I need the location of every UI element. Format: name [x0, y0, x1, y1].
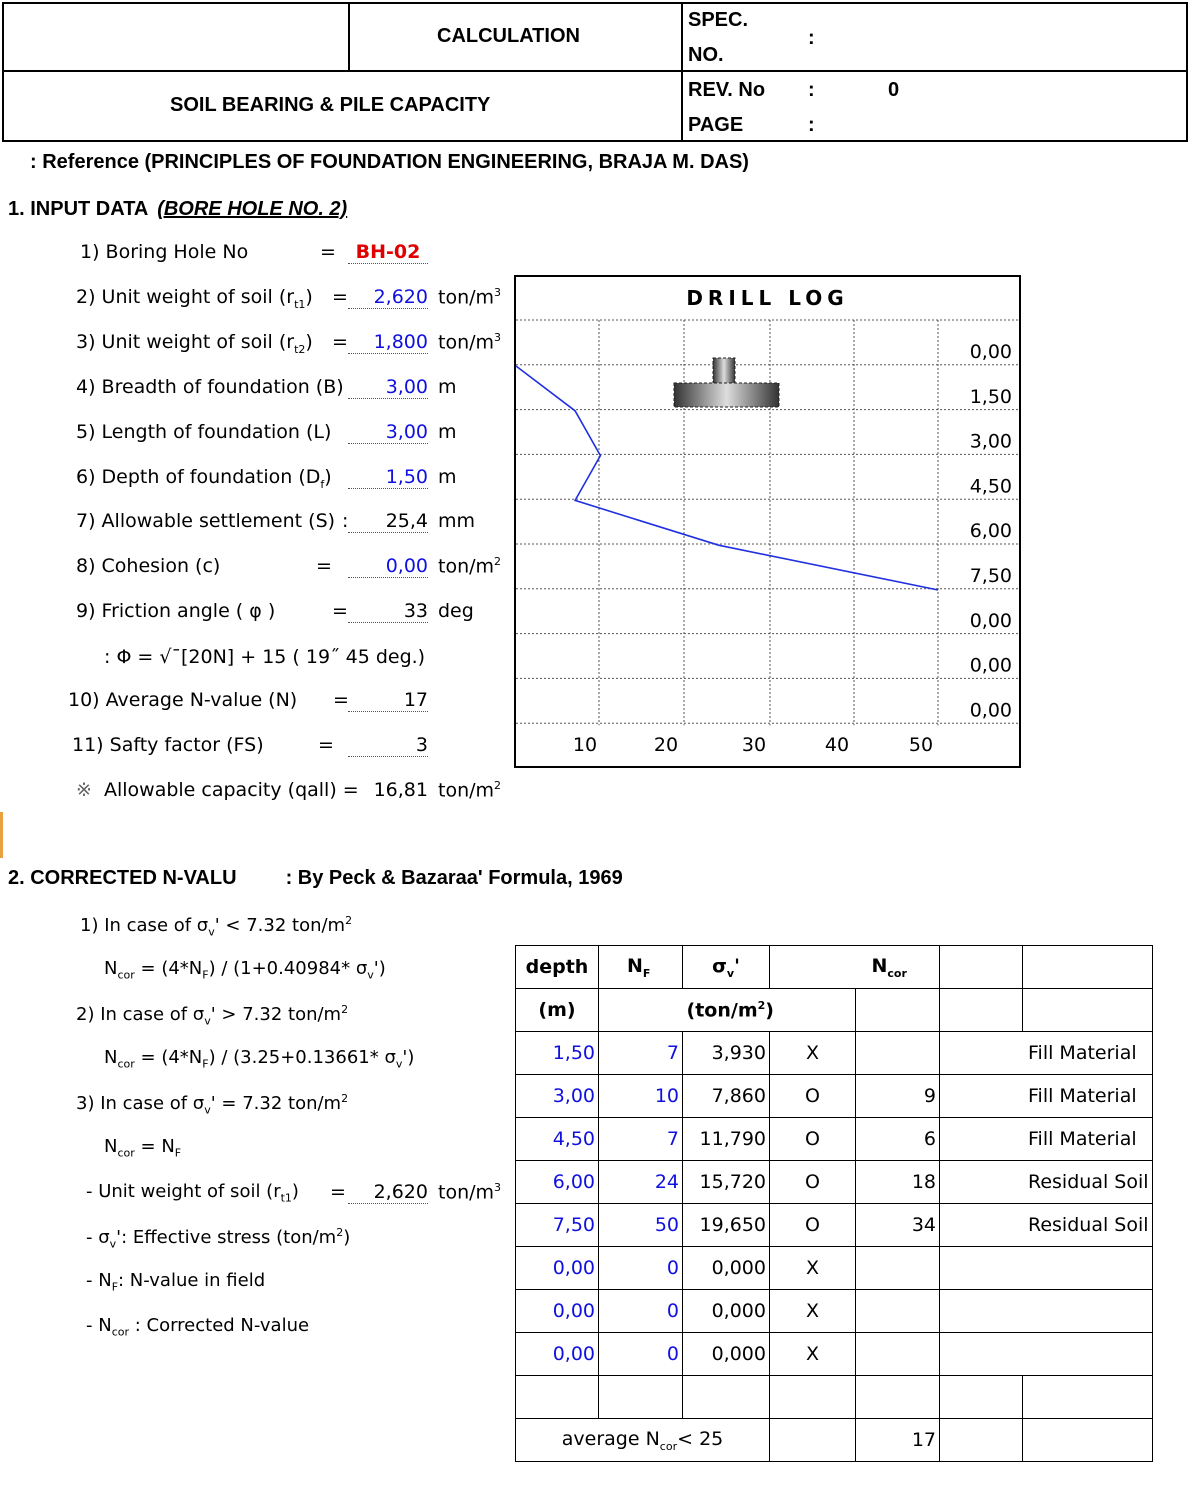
cell-soil: Fill Material — [940, 1075, 1153, 1118]
formula2-line: $N_{cor} = (4*N_F) / (3.25+0.13661*$ $\sigma_v'$) — [104, 1047, 415, 1071]
header-ncor — [856, 946, 940, 989]
input-unit: deg — [438, 600, 474, 622]
case3-line: 3) In case of $\sigma_v' = 7.32$ ton/$m^2$ — [76, 1092, 349, 1117]
item11-eq: = — [318, 734, 334, 756]
case1-text: 1) In case of σ — [80, 915, 209, 936]
note-ncor-tail: : Corrected N-value — [129, 1315, 310, 1336]
input-label: 8) Cohesion (c) — [76, 555, 221, 577]
input-eq: = — [320, 241, 336, 263]
table-row — [516, 1032, 1153, 1075]
average-empty-3 — [1023, 1419, 1153, 1462]
cell-soil — [940, 1333, 1153, 1376]
table-header-row-1 — [516, 946, 1153, 989]
item11-label: 11) Safty factor (FS) — [72, 734, 264, 756]
allowable-value: 16,81 — [373, 779, 428, 801]
formula1-text: = (4*N — [140, 958, 203, 979]
cell-mark: X — [770, 1290, 856, 1333]
cell-ncor: 18 — [856, 1161, 940, 1204]
s2-unit-weight-text: - Unit weight of soil (r — [86, 1181, 281, 1202]
s2-unit-weight-value: 2,620 — [348, 1181, 428, 1204]
input-label: 4) Breadth of foundation (B) — [76, 376, 344, 398]
cell-mark: O — [770, 1118, 856, 1161]
allowable-unit — [438, 779, 501, 801]
formula2-text: = (4*N — [140, 1047, 203, 1068]
cell-mark: O — [770, 1204, 856, 1247]
table-row — [516, 1247, 1153, 1290]
input-eq: = — [332, 286, 348, 308]
case2-tail: ' > 7.32 ton/m — [210, 1004, 342, 1025]
formula3-text: = N — [140, 1136, 175, 1157]
input-value[interactable]: 33 — [348, 600, 428, 623]
case3-text: 3) In case of σ — [76, 1093, 205, 1114]
x-tick-label: 30 — [741, 734, 767, 756]
cell-nf: 0 — [599, 1290, 683, 1333]
average-empty-2 — [940, 1419, 1023, 1462]
case1-line: 1) In case of $\sigma_v' < 7.32$ ton/$m^2$ — [80, 914, 353, 939]
input-value[interactable]: BH-02 — [348, 241, 428, 264]
input-unit: ton/$m^3$ — [438, 331, 502, 354]
rev-value: 0 — [888, 79, 900, 101]
s2-unit-weight-eq: = — [330, 1181, 346, 1203]
input-unit: ton/$m^3$ — [438, 286, 502, 309]
note-nf-tail: : N-value in field — [118, 1270, 266, 1291]
cell-nf: 0 — [599, 1247, 683, 1290]
cell-nf: 0 — [599, 1333, 683, 1376]
formula2-tail: ) / (3.25+0.13661* σ — [208, 1047, 396, 1068]
item10-eq: = — [333, 689, 349, 711]
cell-depth: 7,50 — [516, 1204, 599, 1247]
input-label: 9) Friction angle ( φ ) — [76, 600, 276, 622]
input-unit: m — [438, 376, 457, 398]
x-tick-label: 40 — [824, 734, 850, 756]
note-sigma-text: - σ — [86, 1227, 110, 1248]
n-value-table — [515, 945, 1153, 1462]
header-unit-spacer — [599, 989, 683, 1032]
header-unit-spacer-3 — [940, 989, 1023, 1032]
note-sigma: - $\sigma_v'$: Effective stress $(ton/m^2)$ — [86, 1226, 351, 1251]
input-label: 2) Unit weight of soil $(r_{t1})$ — [76, 286, 313, 311]
average-label-text: average N — [561, 1427, 660, 1450]
page-label: PAGE — [688, 114, 744, 136]
section1-title-text: 1. INPUT DATA — [8, 198, 148, 220]
item10-value: 17 — [348, 689, 428, 712]
cell-sigma: 19,650 — [683, 1204, 770, 1247]
input-eq: = — [332, 331, 348, 353]
cell-soil: Fill Material — [940, 1032, 1153, 1075]
section1-subtitle: (BORE HOLE NO. 2) — [157, 198, 348, 220]
cell-sigma: 0,000 — [683, 1290, 770, 1333]
calc-title: CALCULATION — [437, 25, 580, 47]
input-eq: = — [332, 600, 348, 622]
case2-line: 2) In case of $\sigma_v' > 7.32$ ton/$m^2$ — [76, 1003, 349, 1028]
rev-colon: : — [808, 79, 815, 101]
cell-ncor: 9 — [856, 1075, 940, 1118]
cell-soil — [940, 1247, 1153, 1290]
cell-depth: 0,00 — [516, 1290, 599, 1333]
s2-unit-weight-unit-text: ton/m — [438, 1181, 495, 1204]
section2-subtitle: : By Peck & Bazaraa' Formula, 1969 — [285, 867, 623, 889]
s2-unit-weight-sub: t1 — [280, 1191, 292, 1205]
doc-title: SOIL BEARING & PILE CAPACITY — [170, 94, 491, 116]
input-unit: ton/$m^2$ — [438, 555, 502, 578]
average-label-sub: cor — [659, 1439, 678, 1453]
table-row — [516, 1333, 1153, 1376]
no-label: NO. — [688, 44, 724, 66]
case1-tail: ' < 7.32 ton/m — [214, 915, 346, 936]
input-unit: m — [438, 466, 457, 488]
input-eq: = — [316, 555, 332, 577]
item11-value: 3 — [348, 734, 428, 757]
header-unit-spacer-2 — [856, 989, 940, 1032]
cell-soil: Residual Soil — [940, 1204, 1153, 1247]
input-label: 7) Allowable settlement (S) — [76, 510, 336, 532]
rev-label: REV. No — [688, 79, 766, 101]
input-unit: m — [438, 421, 457, 443]
cell-mark: O — [770, 1075, 856, 1118]
input-value[interactable]: 2,620 — [348, 286, 428, 309]
cell-marker — [0, 812, 3, 858]
input-label: 5) Length of foundation (L) — [76, 421, 332, 443]
cell-ncor: 6 — [856, 1118, 940, 1161]
header-depth: depth — [516, 946, 599, 989]
x-tick-label: 20 — [653, 734, 679, 756]
note-ncor: - $N_{cor}$ : Corrected N-value — [86, 1315, 310, 1339]
formula1-line: $N_{cor} = (4*N_F) / (1+0.40984*$ $\sigma_v'$) — [104, 958, 386, 982]
s2-unit-weight-unit — [438, 1181, 501, 1203]
cell-mark: X — [770, 1247, 856, 1290]
depth-tick-label: 7,50 — [969, 565, 1012, 587]
cell-soil — [940, 1290, 1153, 1333]
table-row — [516, 1118, 1153, 1161]
cell-ncor — [856, 1290, 940, 1333]
table-average-row — [516, 1419, 1153, 1462]
header-nf-sub: F — [642, 966, 651, 980]
section2-title — [8, 867, 623, 890]
header-nf — [599, 946, 683, 989]
item10-label: 10) Average N-value (N) — [68, 689, 298, 711]
header-sigma-sub: v — [726, 966, 735, 980]
cell-depth: 1,50 — [516, 1032, 599, 1075]
drill-log-frame — [514, 275, 1021, 768]
section1-title — [8, 198, 347, 221]
average-empty-1 — [770, 1419, 856, 1462]
cell-nf: 50 — [599, 1204, 683, 1247]
header-sigma-text: σ — [712, 954, 727, 977]
input-unit: mm — [438, 510, 476, 532]
table-row — [516, 1161, 1153, 1204]
header-empty-1 — [770, 946, 856, 989]
cell-ncor — [856, 1333, 940, 1376]
phi-formula: : Φ = √¯[20N] + 15 ( 19˝ 45 deg.) — [104, 646, 426, 668]
input-value[interactable]: 1,50 — [348, 466, 428, 489]
case2-text: 2) In case of σ — [76, 1004, 205, 1025]
cell-ncor: 34 — [856, 1204, 940, 1247]
cell-sigma: 3,930 — [683, 1032, 770, 1075]
depth-tick-label: 0,00 — [969, 654, 1012, 677]
average-label — [516, 1419, 770, 1462]
note-sigma-tail: ': Effective stress (ton/m — [116, 1227, 337, 1248]
header-unit-spacer-4 — [1023, 989, 1153, 1032]
depth-tick-label: 4,50 — [969, 475, 1012, 498]
allowable-unit-sup: 2 — [494, 779, 502, 792]
cell-sigma: 15,720 — [683, 1161, 770, 1204]
depth-tick-label: 6,00 — [969, 520, 1012, 543]
header-sigma-unit: $(ton/m^2)$ — [683, 989, 856, 1032]
table-row — [516, 1204, 1153, 1247]
cell-depth: 4,50 — [516, 1118, 599, 1161]
page-colon: : — [808, 114, 815, 136]
cell-ncor — [856, 1247, 940, 1290]
cell-mark: O — [770, 1161, 856, 1204]
cell-depth: 0,00 — [516, 1247, 599, 1290]
input-value[interactable]: 3,00 — [348, 421, 428, 444]
cell-sigma: 11,790 — [683, 1118, 770, 1161]
cell-depth: 0,00 — [516, 1333, 599, 1376]
cell-soil: Residual Soil — [940, 1161, 1153, 1204]
depth-tick-label: 3,00 — [969, 430, 1012, 453]
cell-ncor — [856, 1032, 940, 1075]
reference-line: : Reference (PRINCIPLES OF FOUNDATION ENGINEERING, BRAJA M. DAS) — [30, 151, 749, 173]
input-label: 3) Unit weight of soil $(r_{t2})$ — [76, 331, 313, 356]
header-empty-3 — [1023, 946, 1153, 989]
cell-depth: 3,00 — [516, 1075, 599, 1118]
header-ncor-sub: cor — [887, 966, 907, 980]
cell-nf: 24 — [599, 1161, 683, 1204]
average-label-tail: < 25 — [677, 1427, 724, 1450]
cell-nf: 10 — [599, 1075, 683, 1118]
s2-unit-weight-label: - Unit weight of soil $(r_{t1})$ — [86, 1181, 299, 1205]
input-label: 6) Depth of foundation $(D_f)$ — [76, 466, 332, 491]
cell-sigma: 0,000 — [683, 1247, 770, 1290]
cell-sigma: 7,860 — [683, 1075, 770, 1118]
case3-tail: ' = 7.32 ton/m — [210, 1093, 342, 1114]
cell-depth: 6,00 — [516, 1161, 599, 1204]
cell-mark: X — [770, 1032, 856, 1075]
x-tick-label: 10 — [572, 734, 598, 756]
note-nf-text: - N — [86, 1270, 112, 1291]
table-empty-row — [516, 1376, 1153, 1419]
header-sigma: $\sigma_v'$ — [683, 946, 770, 989]
note-nf: - $N_F$: N-value in field — [86, 1270, 266, 1294]
cell-nf: 7 — [599, 1032, 683, 1075]
average-value: 17 — [856, 1419, 940, 1462]
depth-tick-label: 0,00 — [969, 609, 1012, 632]
spec-label: SPEC. — [688, 9, 749, 31]
input-value[interactable]: 25,4 — [348, 510, 428, 533]
header-ncor-text: N — [871, 954, 888, 977]
allowable-label: Allowable capacity (qall) = — [103, 779, 359, 801]
cell-nf: 7 — [599, 1118, 683, 1161]
allowable-unit-text: ton/m — [438, 779, 495, 802]
input-eq: : — [342, 510, 349, 532]
cell-soil: Fill Material — [940, 1118, 1153, 1161]
formula3-line: $N_{cor} = N_F$ — [104, 1136, 182, 1160]
note-mark-icon: ※ — [76, 779, 92, 801]
formula1-tail: ) / (1+0.40984* σ — [208, 958, 368, 979]
header-sigma-unit-text: (ton/m — [686, 999, 758, 1022]
note-ncor-text: - N — [86, 1315, 112, 1336]
s2-unit-weight-sup: 3 — [494, 1181, 502, 1194]
depth-tick-label: 1,50 — [969, 385, 1012, 408]
allowable-row — [76, 779, 359, 801]
depth-tick-label: 0,00 — [969, 699, 1012, 722]
table-row — [516, 1075, 1153, 1118]
spec-colon: : — [808, 27, 815, 49]
header-empty-2 — [940, 946, 1023, 989]
x-tick-label: 50 — [908, 734, 934, 756]
cell-sigma: 0,000 — [683, 1333, 770, 1376]
input-value[interactable]: 1,800 — [348, 331, 428, 354]
table-row — [516, 1290, 1153, 1333]
header-depth-unit: (m) — [516, 989, 599, 1032]
table-header-row-2 — [516, 989, 1153, 1032]
depth-tick-label: 0,00 — [969, 341, 1012, 363]
cell-mark: X — [770, 1333, 856, 1376]
header-nf-text: N — [627, 954, 643, 977]
input-value[interactable]: 3,00 — [348, 376, 428, 399]
section2-title-text: 2. CORRECTED N-VALU — [8, 867, 237, 889]
input-label: 1) Boring Hole No — [80, 241, 249, 263]
drill-log-title: DRILL LOG — [686, 286, 849, 310]
input-value[interactable]: 0,00 — [348, 555, 428, 578]
